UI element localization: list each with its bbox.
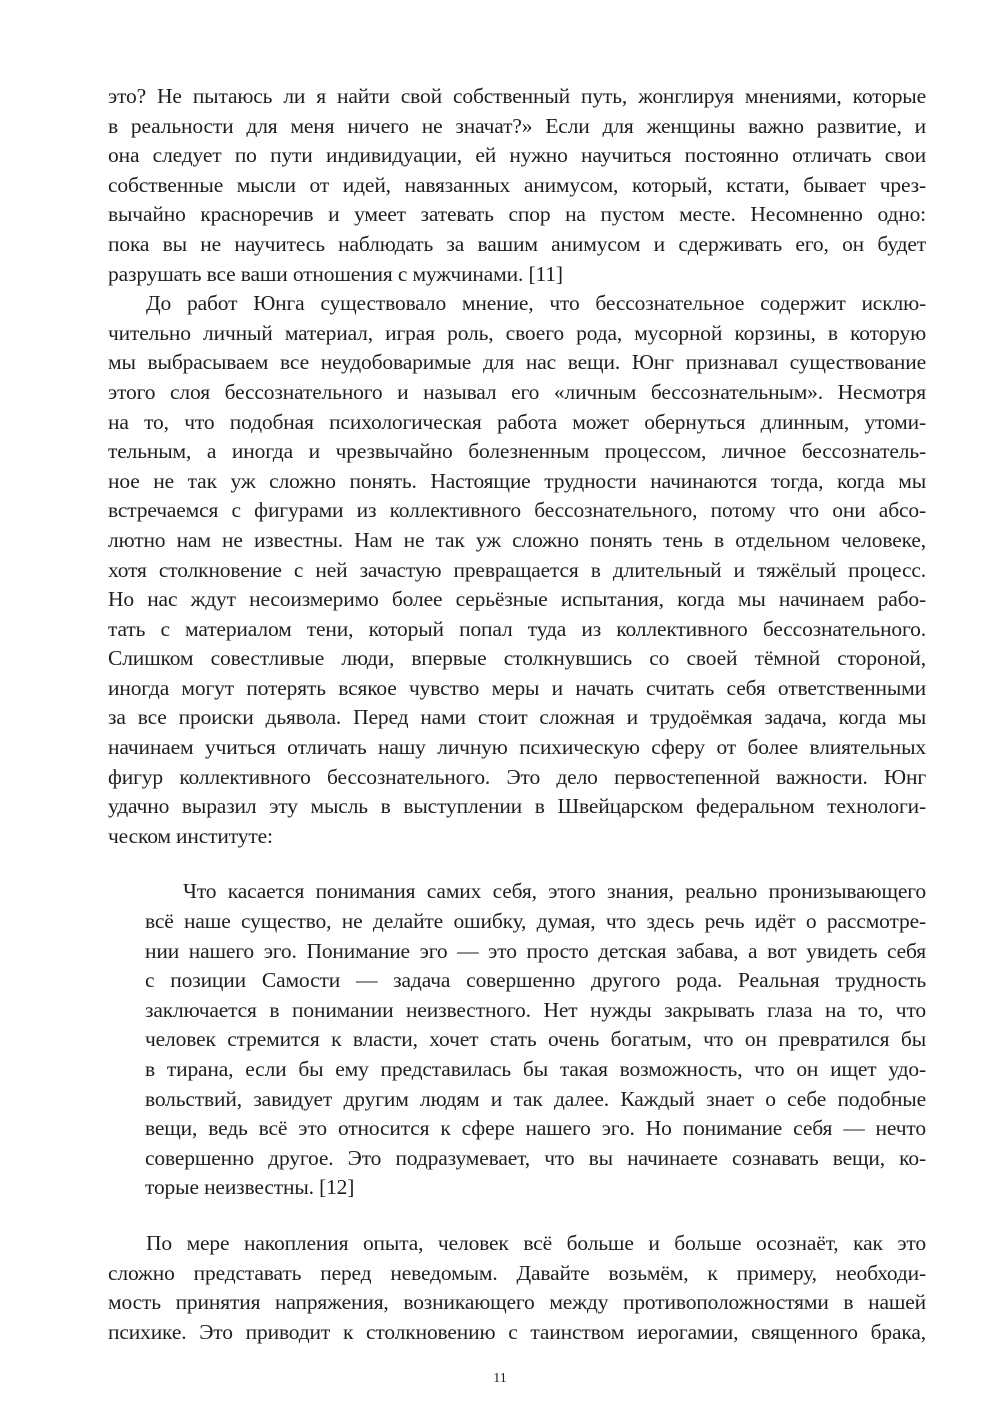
quote-line: нии нашего эго. Понимание эго — это просто детская забава, а вот увидеть себя [145,938,926,963]
text-line: ческом институте: [108,823,273,848]
text-line: разрушать все ваши отношения с мужчинами. [11] [108,261,563,286]
quote-line: с позиции Самости — задача совершенно другого рода. Реальная трудность [145,968,926,993]
text-line: хотя столкновение с ней зачастую превращается в длительный и тяжёлый процесс. [108,557,926,582]
text-line: в реальности для меня ничего не значат?» Если для женщины важно развитие, и [108,113,926,138]
quote-line: торые неизвестны. [12] [145,1175,355,1200]
paragraph-animus [108,82,926,289]
text-line: ное не так уж сложно понять. Настоящие трудности начинаются тогда, когда мы [108,468,926,493]
text-line: вычайно красноречив и умеет затевать спор на пустом месте. Несомненно одно: [108,202,926,227]
quote-line: вольствий, завидует другим людям и так далее. Каждый знает о себе подобные [145,1086,926,1111]
text-line: на то, что подобная психологическая работа может обернуться длинным, утоми- [108,409,926,434]
page-number: 11 [493,1371,507,1386]
text-line: До работ Юнга существовало мнение, что бессознательное содержит исклю- [146,291,926,316]
page-body [108,82,926,1347]
block-quote-jung [145,877,926,1203]
text-line: собственные мысли от идей, навязанных анимусом, который, кстати, бывает чрез- [108,172,926,197]
text-line: Слишком совестливые люди, впервые столкнувшись со своей тёмной стороной, [108,646,926,671]
text-line: чительно личный материал, играя роль, своего рода, мусорной корзины, в которую [108,320,926,345]
text-line: она следует по пути индивидуации, ей нужно научиться постоянно отличать свои [108,143,926,168]
text-line: тать с материалом тени, который попал туда из коллективного бессознательного. [108,616,926,641]
quote-line: человек стремится к власти, хочет стать очень богатым, что он превратился бы [145,1027,926,1052]
text-line: встречаемся с фигурами из коллективного бессознательного, потому что они абсо- [108,498,926,523]
text-line: фигур коллективного бессознательного. Это дело первостепенной важности. Юнг [108,764,926,789]
text-line: По мере накопления опыта, человек всё больше и больше осознаёт, как это [146,1230,926,1255]
text-line: начинаем учиться отличать нашу личную психическую сферу от более влиятельных [108,735,926,760]
quote-line: Что касается понимания самих себя, этого знания, реально пронизывающего [183,879,926,904]
text-line: удачно выразил эту мысль в выступлении в Швейцарском федеральном технологи- [108,794,926,819]
paragraph-experience [108,1229,926,1347]
text-line: мы выбрасываем все неудобоваримые для нас вещи. Юнг признавал существование [108,350,926,375]
text-line: мость принятия напряжения, возникающего между противоположностями в нашей [108,1290,926,1315]
quote-line: в тирана, если бы ему представилась бы такая возможность, что он ищет удо- [145,1057,926,1081]
text-line: психике. Это приводит к столкновению с таинством иерогамии, священного брака, [108,1319,926,1344]
text-line: тельным, а иногда и чрезвычайно болезненным процессом, личное бессознатель- [108,439,926,464]
quote-line: вещи, ведь всё это относится к сфере нашего эго. Но понимание себя — нечто [145,1116,926,1141]
text-line: пока вы не научитесь наблюдать за вашим анимусом и сдерживать его, он будет [108,231,926,256]
text-line: Но нас ждут несоизмеримо более серьёзные испытания, когда мы начинаем рабо- [108,587,926,612]
quote-line: совершенно другое. Это подразумевает, что вы начинаете сознавать вещи, ко- [145,1145,926,1170]
text-line: за все происки дьявола. Перед нами стоит сложная и трудоёмкая задача, когда мы [108,705,926,730]
text-line: это? Не пытаюсь ли я найти свой собственный путь, жонглируя мнениями, которые [108,84,926,108]
text-line: этого слоя бессознательного и называл его «личным бессознательным». Несмотря [108,379,926,404]
text-line: иногда могут потерять всякое чувство меры и начать считать себя ответственными [108,675,926,700]
quote-line: заключается в понимании неизвестного. Нет нужды закрывать глаза на то, что [145,997,926,1022]
paragraph-collective-unconscious [108,289,926,851]
text-line: сложно представать перед неведомым. Давайте возьмём, к примеру, необходи- [108,1260,926,1285]
quote-line: всё наше существо, не делайте ошибку, думая, что здесь речь идёт о рассмотре- [145,909,926,934]
text-line: лютно нам не известны. Нам не так уж сложно понять тень в отдельном человеке, [108,527,926,552]
